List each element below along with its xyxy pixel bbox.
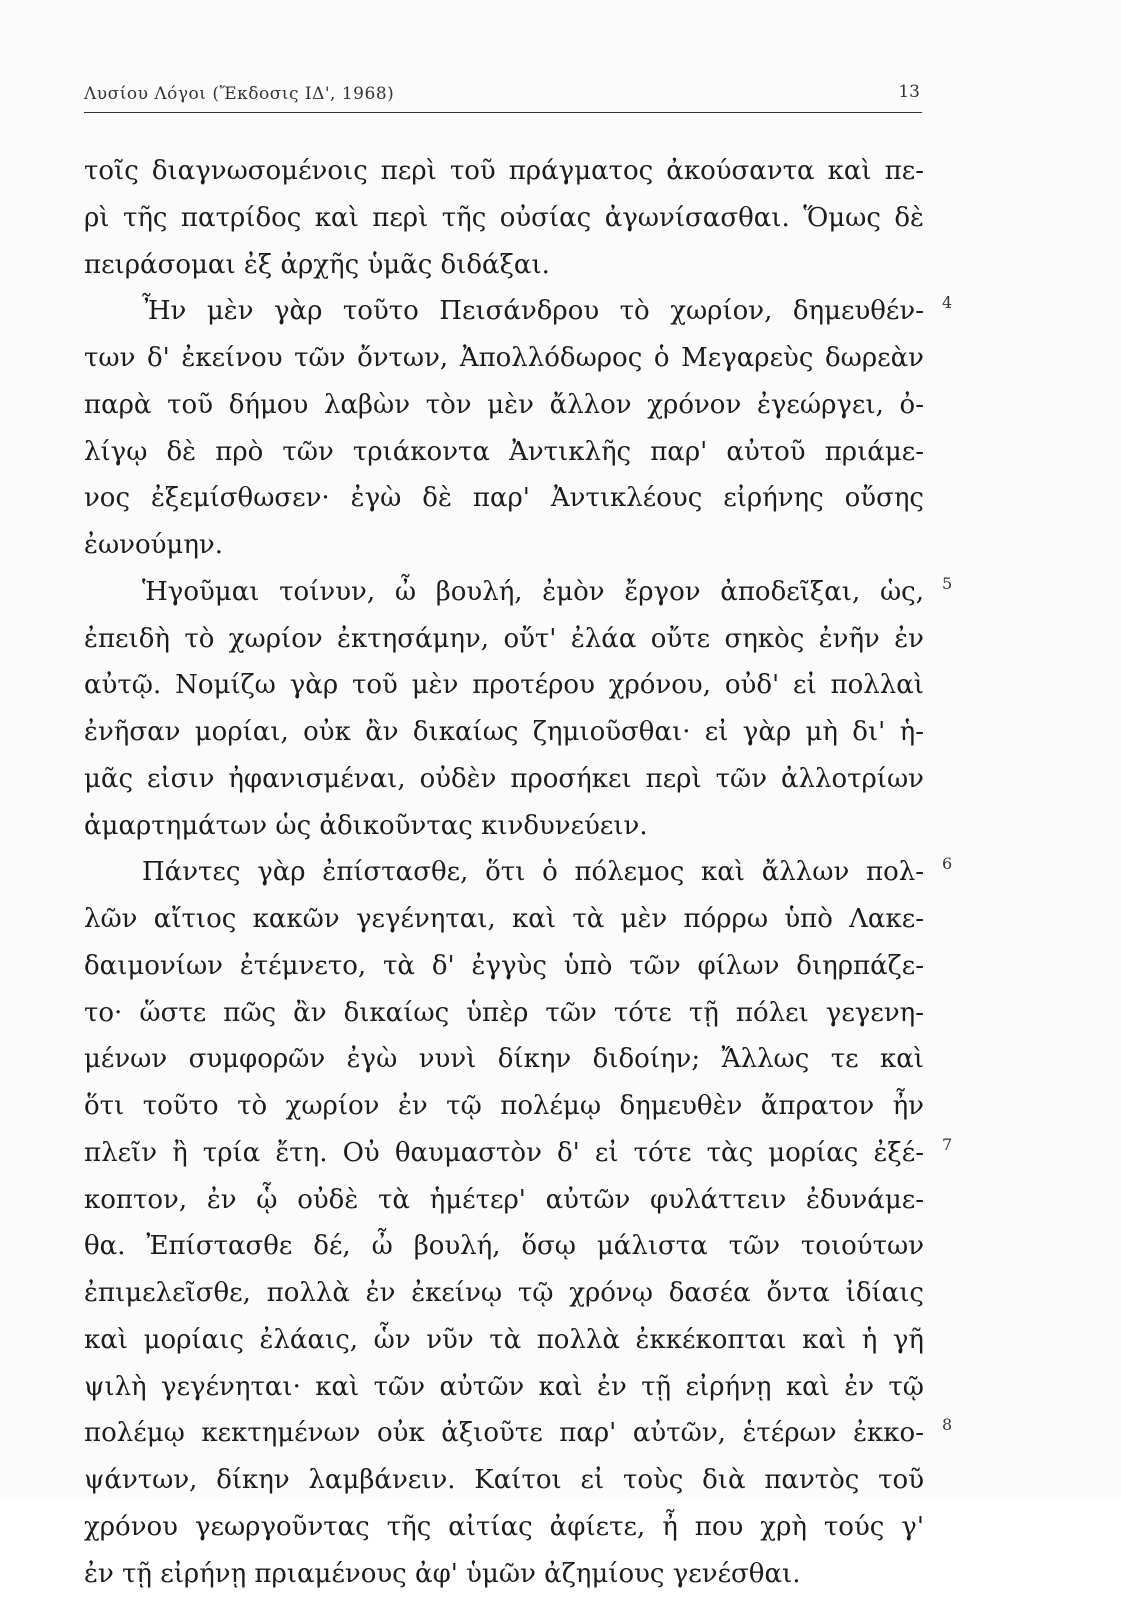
section-number: 6 [942,841,952,888]
section-number: 5 [942,561,952,608]
text-line [84,1223,924,1270]
text-line-content: καὶ μορίαις ἐλάαις, ὧν νῦν τὰ πολλὰ ἐκκέκοπται καὶ ἡ γῆ [84,1317,924,1364]
section-number: 7 [942,1122,952,1169]
text-line-content: Ἡγοῦμαι τοίνυν, ὦ βουλή, ἐμὸν ἔργον ἀποδεῖξαι, ὡς, [84,569,924,616]
text-line-content: ἐνῆσαν μορίαι, οὐκ ἂν δικαίως ζημιοῦσθαι· εἰ γὰρ μὴ δι' ἡ- [84,709,924,756]
text-line-content: λίγῳ δὲ πρὸ τῶν τριάκοντα Ἀντικλῆς παρ' αὐτοῦ πριάμε- [84,429,924,476]
text-line-content: ψάντων, δίκην λαμβάνειν. Καίτοι εἰ τοὺς διὰ παντὸς τοῦ [84,1457,924,1504]
text-line-content: παρὰ τοῦ δήμου λαβὼν τὸν μὲν ἄλλον χρόνον ἐγεώργει, ὀ- [84,382,924,429]
text-line [84,195,924,242]
page-number: 13 [898,82,920,102]
text-line [84,569,924,616]
text-line-content: ἐν τῇ εἰρήνῃ πριαμένους ἀφ' ὑμῶν ἀζημίους γενέσθαι. [84,1551,800,1597]
text-line-content: ρὶ τῆς πατρίδος καὶ περὶ τῆς οὐσίας ἀγωνίσασθαι. Ὅμως δὲ [84,195,924,242]
text-line-content: πολέμῳ κεκτημένων οὐκ ἀξιοῦτε παρ' αὐτῶν, ἑτέρων ἐκκο- [84,1410,924,1457]
text-line [84,990,924,1037]
text-line [84,709,924,756]
text-line-content: μᾶς εἰσιν ἠφανισμέναι, οὐδὲν προσήκει περὶ τῶν ἀλλοτρίων [84,756,924,803]
text-line-content: ἐπειδὴ τὸ χωρίον ἐκτησάμην, οὔτ' ἐλάα οὔτε σηκὸς ἐνῆν ἐν [84,616,924,663]
text-line-content: πειράσομαι ἐξ ἀρχῆς ὑμᾶς διδάξαι. [84,242,550,289]
text-line-content: λῶν αἴτιος κακῶν γεγένηται, καὶ τὰ μὲν πόρρω ὑπὸ Λακε- [84,896,924,943]
text-line-content: τοῖς διαγνωσομένοις περὶ τοῦ πράγματος ἀκούσαντα καὶ πε- [84,148,924,195]
text-line-content: θα. Ἐπίστασθε δέ, ὦ βουλή, ὅσῳ μάλιστα τῶν τοιούτων [84,1223,924,1270]
text-line-content: ἐπιμελεῖσθε, πολλὰ ἐν ἐκείνῳ τῷ χρόνῳ δασέα ὄντα ἰδίαις [84,1270,924,1317]
text-line [84,148,924,195]
section-number: 8 [942,1402,952,1449]
text-line [84,1083,924,1130]
text-line [84,1317,924,1364]
text-line-content: το· ὥστε πῶς ἂν δικαίως ὑπὲρ τῶν τότε τῇ πόλει γεγενη- [84,990,924,1037]
text-line-content: μένων συμφορῶν ἐγὼ νυνὶ δίκην διδοίην; Ἄλλως τε καὶ [84,1036,924,1083]
text-line [84,943,924,990]
text-line [84,1364,924,1411]
text-line [84,616,924,663]
text-line [84,522,924,569]
text-line [84,382,924,429]
text-line-content: των δ' ἐκείνου τῶν ὄντων, Ἀπολλόδωρος ὁ Μεγαρεὺς δωρεὰν [84,335,924,382]
text-line [84,896,924,943]
text-line [84,803,924,850]
text-line-content: κοπτον, ἐν ᾧ οὐδὲ τὰ ἡμέτερ' αὐτῶν φυλάττειν ἐδυνάμε- [84,1177,924,1224]
text-line-content: ἐωνούμην. [84,522,223,569]
text-line-content: ψιλὴ γεγένηται· καὶ τῶν αὐτῶν καὶ ἐν τῇ εἰρήνῃ καὶ ἐν τῷ [84,1364,924,1411]
text-line [84,429,924,476]
text-line [84,1410,924,1457]
text-line-content: Πάντες γὰρ ἐπίστασθε, ὅτι ὁ πόλεμος καὶ ἄλλων πολ- [84,849,924,896]
text-line-content: νος ἐξεμίσθωσεν· ἐγὼ δὲ παρ' Ἀντικλέους εἰρήνης οὔσης [84,475,924,522]
text-line-content: χρόνου γεωργοῦντας τῆς αἰτίας ἀφίετε, ἦ που χρὴ τούς γ' [84,1504,924,1551]
main-text [84,148,944,1597]
header-title: Λυσίου Λόγοι (Ἔκδοσις ΙΔ', 1968) [84,84,394,104]
text-line [84,335,924,382]
text-line [84,849,924,896]
text-line-content: αὐτῷ. Νομίζω γὰρ τοῦ μὲν προτέρου χρόνου, οὐδ' εἰ πολλαὶ [84,662,924,709]
text-line [84,1270,924,1317]
text-line [84,1036,924,1083]
text-line-content: Ἦν μὲν γὰρ τοῦτο Πεισάνδρου τὸ χωρίον, δημευθέν- [84,288,924,335]
running-header [84,82,922,113]
text-line [84,1551,924,1597]
text-line-content: ἁμαρτημάτων ὡς ἀδικοῦντας κινδυνεύειν. [84,803,648,850]
text-line [84,1457,924,1504]
text-line-content: πλεῖν ἢ τρία ἔτη. Οὐ θαυμαστὸν δ' εἰ τότε τὰς μορίας ἐξέ- [84,1130,924,1177]
text-line [84,756,924,803]
text-line [84,475,924,522]
text-line [84,1504,924,1551]
section-number: 4 [942,280,952,327]
text-line [84,1177,924,1224]
text-line-content: ὅτι τοῦτο τὸ χωρίον ἐν τῷ πολέμῳ δημευθὲν ἄπρατον ἦν [84,1083,924,1130]
text-line-content: δαιμονίων ἐτέμνετο, τὰ δ' ἐγγὺς ὑπὸ τῶν φίλων διηρπάζε- [84,943,924,990]
text-line [84,288,924,335]
text-line [84,242,924,289]
text-line [84,662,924,709]
text-line [84,1130,924,1177]
